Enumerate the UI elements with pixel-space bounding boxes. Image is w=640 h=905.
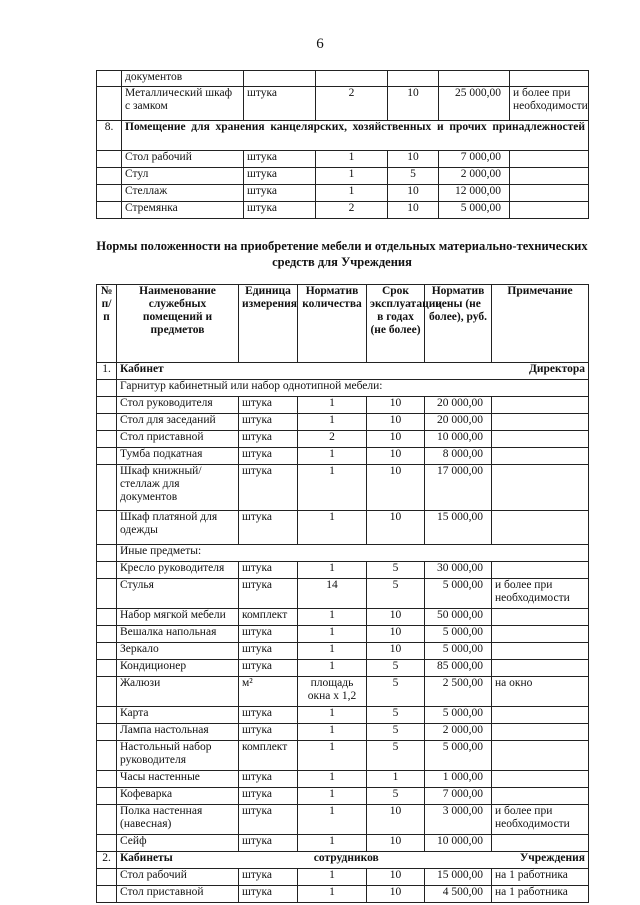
table-cell: площадь окна х 1,2 bbox=[298, 677, 367, 707]
table-row bbox=[97, 71, 589, 87]
table-cell: 5 000,00 bbox=[425, 741, 492, 771]
table-cell: 10 bbox=[388, 185, 439, 202]
table-cell bbox=[510, 202, 589, 219]
table-cell: 2. bbox=[97, 852, 117, 869]
table-cell: 1 bbox=[298, 886, 367, 903]
table-row bbox=[97, 788, 589, 805]
table-cell: Настольный набор руководителя bbox=[117, 741, 239, 771]
table-cell: Стол для заседаний bbox=[117, 414, 239, 431]
table-row bbox=[97, 609, 589, 626]
table-cell bbox=[388, 71, 439, 87]
table-cell bbox=[97, 626, 117, 643]
table-cell: штука bbox=[244, 185, 316, 202]
table-cell bbox=[492, 771, 589, 788]
section-row bbox=[97, 363, 589, 380]
table-cell: и более при необходимости bbox=[510, 87, 589, 121]
table-cell: 10 bbox=[367, 511, 425, 545]
table-cell: Шкаф книжный/стеллаж для документов bbox=[117, 465, 239, 511]
table-cell bbox=[492, 835, 589, 852]
table-cell: Помещение для хранения канцелярских, хозяйственных и прочих принадлежностей bbox=[122, 121, 589, 151]
table-cell: 10 bbox=[367, 805, 425, 835]
table-cell: Кабинет Директора bbox=[117, 363, 589, 380]
table-cell bbox=[510, 185, 589, 202]
table-cell: 10 bbox=[367, 869, 425, 886]
table-cell: Тумба подкатная bbox=[117, 448, 239, 465]
table-cell: 5 000,00 bbox=[425, 643, 492, 660]
table-cell: Кабинеты сотрудников Учреждения bbox=[117, 852, 589, 869]
table-cell: Иные предметы: bbox=[117, 545, 589, 562]
table-cell: 1 bbox=[298, 771, 367, 788]
table-cell: 1 bbox=[298, 788, 367, 805]
table-header-row bbox=[97, 285, 589, 363]
table-row bbox=[97, 562, 589, 579]
table-cell: 1 bbox=[298, 660, 367, 677]
table-cell: Кондиционер bbox=[117, 660, 239, 677]
table-cell bbox=[492, 724, 589, 741]
table-cell: 2 000,00 bbox=[425, 724, 492, 741]
table-row bbox=[97, 724, 589, 741]
page-number: 6 bbox=[316, 36, 324, 52]
table-cell: штука bbox=[244, 202, 316, 219]
table-cell: 10 000,00 bbox=[425, 431, 492, 448]
table-cell: штука bbox=[239, 643, 298, 660]
table-cell bbox=[97, 71, 122, 87]
table-cell bbox=[97, 545, 117, 562]
header-cell: Норматив количества bbox=[298, 285, 367, 363]
table-cell bbox=[492, 511, 589, 545]
table-cell: штука bbox=[239, 835, 298, 852]
table-cell: на 1 работника bbox=[492, 886, 589, 903]
table-cell: 5 bbox=[388, 168, 439, 185]
table-cell: Металлический шкаф с замком bbox=[122, 87, 244, 121]
table-cell: 5 000,00 bbox=[425, 707, 492, 724]
subsection-row bbox=[97, 380, 589, 397]
table-cell: Стол рабочий bbox=[122, 151, 244, 168]
table-cell: 10 bbox=[367, 414, 425, 431]
table-cell: 10 bbox=[367, 465, 425, 511]
table-cell: штука bbox=[244, 87, 316, 121]
table-cell: 2 bbox=[316, 87, 388, 121]
table-cell: Полка настенная (навесная) bbox=[117, 805, 239, 835]
table-cell: комплект bbox=[239, 609, 298, 626]
table-cell: 50 000,00 bbox=[425, 609, 492, 626]
table-cell: 10 bbox=[367, 626, 425, 643]
table-cell: Гарнитур кабинетный или набор однотипной мебели: bbox=[117, 380, 589, 397]
table-cell: штука bbox=[239, 707, 298, 724]
table-cell bbox=[510, 168, 589, 185]
table-cell bbox=[97, 724, 117, 741]
table-cell bbox=[492, 741, 589, 771]
table-cell bbox=[244, 71, 316, 87]
table-cell bbox=[97, 805, 117, 835]
table-cell bbox=[97, 562, 117, 579]
table-cell bbox=[316, 71, 388, 87]
table-cell: штука bbox=[239, 579, 298, 609]
table-cell: 5 bbox=[367, 741, 425, 771]
table-cell bbox=[97, 465, 117, 511]
table-cell: Зеркало bbox=[117, 643, 239, 660]
table-cell: 1 bbox=[316, 185, 388, 202]
table-cell: 3 000,00 bbox=[425, 805, 492, 835]
table-cell bbox=[97, 788, 117, 805]
table-cell: 8. bbox=[97, 121, 122, 151]
table-cell: штука bbox=[239, 414, 298, 431]
table-cell: 5 000,00 bbox=[439, 202, 510, 219]
table-cell: Жалюзи bbox=[117, 677, 239, 707]
table-cell bbox=[492, 431, 589, 448]
table-cell bbox=[97, 431, 117, 448]
table-cell: Шкаф платяной для одежды bbox=[117, 511, 239, 545]
table-cell: Стремянка bbox=[122, 202, 244, 219]
header-cell: Единица измерения bbox=[239, 285, 298, 363]
table-cell: Кресло руководителя bbox=[117, 562, 239, 579]
table-cell: штука bbox=[239, 724, 298, 741]
table-row bbox=[97, 835, 589, 852]
table-cell: 10 bbox=[388, 87, 439, 121]
table-row bbox=[97, 643, 589, 660]
table-cell: штука bbox=[244, 168, 316, 185]
table-row bbox=[97, 414, 589, 431]
table-row bbox=[97, 465, 589, 511]
table-row bbox=[97, 771, 589, 788]
table-cell bbox=[492, 626, 589, 643]
table-cell: 10 bbox=[388, 202, 439, 219]
table-cell: штука bbox=[239, 886, 298, 903]
table-cell: 1 bbox=[298, 511, 367, 545]
table-cell: 1 bbox=[298, 869, 367, 886]
table-cell bbox=[97, 707, 117, 724]
table-cell bbox=[492, 707, 589, 724]
table-cell bbox=[492, 660, 589, 677]
table-cell: 4 500,00 bbox=[425, 886, 492, 903]
table-cell: Набор мягкой мебели bbox=[117, 609, 239, 626]
table-cell: на 1 работника bbox=[492, 869, 589, 886]
table-cell: Часы настенные bbox=[117, 771, 239, 788]
table-cell: Стеллаж bbox=[122, 185, 244, 202]
table-cell: 8 000,00 bbox=[425, 448, 492, 465]
table-cell bbox=[97, 185, 122, 202]
table-row bbox=[97, 397, 589, 414]
continued-table bbox=[96, 70, 589, 219]
table-cell bbox=[97, 448, 117, 465]
table-cell: 1 bbox=[298, 741, 367, 771]
table-cell: Вешалка напольная bbox=[117, 626, 239, 643]
table-row bbox=[97, 448, 589, 465]
table-cell: 5 bbox=[367, 788, 425, 805]
table-row bbox=[97, 886, 589, 903]
table-cell: 1 bbox=[298, 805, 367, 835]
table-cell: 10 bbox=[367, 431, 425, 448]
table-cell bbox=[97, 579, 117, 609]
table-cell: 2 bbox=[298, 431, 367, 448]
table-cell: 1 bbox=[298, 562, 367, 579]
table-cell: Стол руководителя bbox=[117, 397, 239, 414]
table-cell bbox=[97, 511, 117, 545]
table-cell: штука bbox=[239, 448, 298, 465]
table-cell bbox=[97, 835, 117, 852]
table-cell: 5 bbox=[367, 677, 425, 707]
table-cell: 1 bbox=[298, 724, 367, 741]
table-cell bbox=[97, 168, 122, 185]
table-cell: 7 000,00 bbox=[425, 788, 492, 805]
table-cell: 2 500,00 bbox=[425, 677, 492, 707]
table-row bbox=[97, 677, 589, 707]
table-row bbox=[97, 707, 589, 724]
table-row bbox=[97, 805, 589, 835]
table-cell bbox=[97, 380, 117, 397]
table-cell: м² bbox=[239, 677, 298, 707]
table-row bbox=[97, 151, 589, 168]
table-row bbox=[97, 185, 589, 202]
table-cell: 1 bbox=[298, 448, 367, 465]
table-cell: Кофеварка bbox=[117, 788, 239, 805]
table-cell: Стол рабочий bbox=[117, 869, 239, 886]
table-cell: 1 bbox=[298, 835, 367, 852]
table-cell bbox=[492, 448, 589, 465]
section-row bbox=[97, 121, 589, 151]
table-cell: 10 bbox=[367, 448, 425, 465]
table-cell: 5 bbox=[367, 707, 425, 724]
table-cell: 20 000,00 bbox=[425, 397, 492, 414]
table-cell: штука bbox=[239, 626, 298, 643]
norms-table bbox=[96, 284, 589, 903]
table-cell: 1 bbox=[298, 397, 367, 414]
table-cell: и более при необходимости bbox=[492, 579, 589, 609]
table-cell: 1 bbox=[298, 643, 367, 660]
table-row bbox=[97, 869, 589, 886]
table-cell: штука bbox=[239, 788, 298, 805]
table-cell bbox=[97, 771, 117, 788]
table-row bbox=[97, 660, 589, 677]
table-cell bbox=[97, 660, 117, 677]
header-cell: Срок эксплуатации в годах (не более) bbox=[367, 285, 425, 363]
header-cell: Норматив цены (не более), руб. bbox=[425, 285, 492, 363]
table-cell: 2 000,00 bbox=[439, 168, 510, 185]
table-cell bbox=[97, 397, 117, 414]
table-cell: штука bbox=[239, 869, 298, 886]
table-row bbox=[97, 431, 589, 448]
table-cell: штука bbox=[239, 660, 298, 677]
table-cell: 12 000,00 bbox=[439, 185, 510, 202]
table-cell bbox=[97, 87, 122, 121]
table-cell bbox=[510, 151, 589, 168]
table-cell: 10 000,00 bbox=[425, 835, 492, 852]
table-cell: 5 bbox=[367, 724, 425, 741]
table-cell: штука bbox=[239, 465, 298, 511]
table-cell: Стул bbox=[122, 168, 244, 185]
table-row bbox=[97, 626, 589, 643]
table-cell: 1 bbox=[298, 707, 367, 724]
table-cell: 5 bbox=[367, 562, 425, 579]
table-cell: 1 bbox=[316, 168, 388, 185]
table-cell bbox=[97, 677, 117, 707]
table-cell: Стол приставной bbox=[117, 431, 239, 448]
table-row bbox=[97, 87, 589, 121]
table-cell: 30 000,00 bbox=[425, 562, 492, 579]
table-cell: Стулья bbox=[117, 579, 239, 609]
table-cell: 10 bbox=[367, 643, 425, 660]
table-cell bbox=[492, 414, 589, 431]
table-row bbox=[97, 579, 589, 609]
table-cell: 20 000,00 bbox=[425, 414, 492, 431]
table-cell bbox=[97, 202, 122, 219]
table-cell: Сейф bbox=[117, 835, 239, 852]
table-cell bbox=[492, 609, 589, 626]
table-cell: 10 bbox=[367, 397, 425, 414]
table-cell: документов bbox=[122, 71, 244, 87]
table-cell: штука bbox=[239, 397, 298, 414]
table-row bbox=[97, 168, 589, 185]
table-cell: 1 bbox=[298, 626, 367, 643]
table-cell bbox=[492, 788, 589, 805]
table-cell: 2 bbox=[316, 202, 388, 219]
table-cell: 1 bbox=[298, 414, 367, 431]
table-cell: штука bbox=[239, 771, 298, 788]
table-cell bbox=[97, 414, 117, 431]
table-cell bbox=[97, 643, 117, 660]
table-row bbox=[97, 741, 589, 771]
table-cell: 1 bbox=[298, 465, 367, 511]
table-cell: штука bbox=[239, 511, 298, 545]
table-cell: на окно bbox=[492, 677, 589, 707]
table-cell: Стол приставной bbox=[117, 886, 239, 903]
table-cell: 17 000,00 bbox=[425, 465, 492, 511]
table-cell bbox=[492, 465, 589, 511]
table-cell bbox=[492, 397, 589, 414]
subsection-row bbox=[97, 545, 589, 562]
table-cell: 25 000,00 bbox=[439, 87, 510, 121]
table-cell: 5 bbox=[367, 660, 425, 677]
table-cell: 1 bbox=[298, 609, 367, 626]
header-cell: Примечание bbox=[492, 285, 589, 363]
table-cell: 10 bbox=[388, 151, 439, 168]
table-cell: штука bbox=[239, 805, 298, 835]
section-row bbox=[97, 852, 589, 869]
table-cell bbox=[97, 886, 117, 903]
norms-heading: Нормы положенности на приобретение мебели и отдельных материально-технических средств для Учреждения bbox=[96, 239, 588, 269]
table-cell: комплект bbox=[239, 741, 298, 771]
table-row bbox=[97, 202, 589, 219]
table-cell: 1. bbox=[97, 363, 117, 380]
table-cell bbox=[439, 71, 510, 87]
table-cell: 15 000,00 bbox=[425, 511, 492, 545]
header-cell: № п/п bbox=[97, 285, 117, 363]
table-cell: 15 000,00 bbox=[425, 869, 492, 886]
table-cell: 10 bbox=[367, 886, 425, 903]
table-cell: 5 000,00 bbox=[425, 579, 492, 609]
table-cell: Карта bbox=[117, 707, 239, 724]
header-cell: Наименование служебных помещений и предметов bbox=[117, 285, 239, 363]
table-cell bbox=[97, 151, 122, 168]
table-cell: и более при необходимости bbox=[492, 805, 589, 835]
table-cell: 10 bbox=[367, 835, 425, 852]
table-cell: 5 000,00 bbox=[425, 626, 492, 643]
table-cell: 10 bbox=[367, 609, 425, 626]
table-cell bbox=[97, 741, 117, 771]
table-cell: штука bbox=[239, 431, 298, 448]
table-cell: Лампа настольная bbox=[117, 724, 239, 741]
table-cell bbox=[510, 71, 589, 87]
table-cell: 1 bbox=[316, 151, 388, 168]
table-cell: штука bbox=[239, 562, 298, 579]
table-cell: 7 000,00 bbox=[439, 151, 510, 168]
table-cell bbox=[97, 869, 117, 886]
table-row bbox=[97, 511, 589, 545]
table-cell: штука bbox=[244, 151, 316, 168]
table-cell: 5 bbox=[367, 579, 425, 609]
table-cell: 85 000,00 bbox=[425, 660, 492, 677]
table-cell bbox=[492, 562, 589, 579]
table-cell: 1 bbox=[367, 771, 425, 788]
table-cell: 14 bbox=[298, 579, 367, 609]
table-cell bbox=[97, 609, 117, 626]
table-cell bbox=[492, 643, 589, 660]
table-cell: 1 000,00 bbox=[425, 771, 492, 788]
